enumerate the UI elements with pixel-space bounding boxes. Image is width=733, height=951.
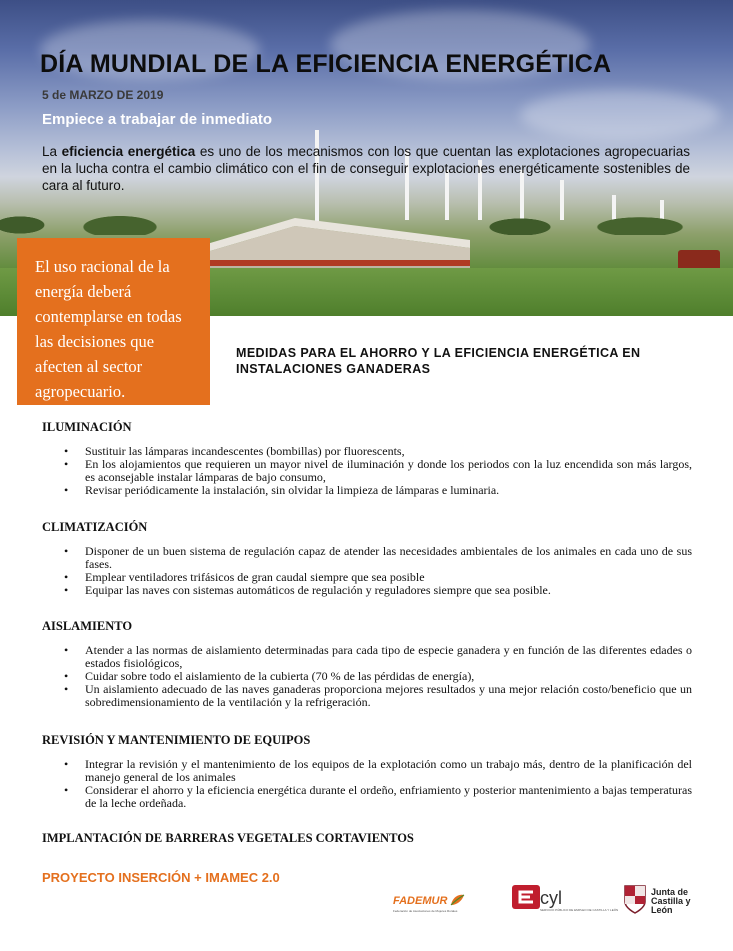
list-item: • Cuidar sobre todo el aislamiento de la cubierta (70 % de las pérdidas de energía),: [42, 670, 692, 683]
section-heading: IMPLANTACIÓN DE BARRERAS VEGETALES CORTAVIENTOS: [42, 831, 414, 845]
intro-after: es uno de los mecanismos con los que cuentan las explotaciones agropecuarias en la lucha contra el cambio climático con el fin de conseguir explotaciones energéticamente sostenibles de cara al futuro.: [42, 144, 690, 193]
publication-date: 5 de MARZO DE 2019: [42, 88, 164, 102]
section-barreras: [42, 831, 692, 856]
section-heading: AISLAMIENTO: [42, 619, 133, 633]
coat-of-arms-icon: [623, 884, 647, 914]
list-item: • En los alojamientos que requieren un mayor nivel de iluminación y donde los periodos con la luz encendida son más largos, es aconsejable instalar lámparas de bajo consumo,: [42, 458, 692, 484]
bullet-list: [42, 545, 692, 597]
list-item: • Un aislamiento adecuado de las naves ganaderas proporciona mejores resultados y una mejor relación costo/beneficio que un sobredimensionamiento de la ventilación y la refrigeración.: [42, 683, 692, 709]
section-heading: ILUMINACIÓN: [42, 420, 132, 434]
list-item: • Revisar periódicamente la instalación, sin olvidar la limpieza de lámparas e luminaria.: [42, 484, 692, 497]
fademur-subtitle: Federación de Asociaciones de Mujeres Rurales: [393, 909, 458, 913]
list-item: • Integrar la revisión y el mantenimiento de los equipos de la explotación como un trabajo más, dentro de la planificación del manejo general de los animales: [42, 758, 692, 784]
bullet-list: [42, 445, 692, 497]
list-item: • Sustituir las lámparas incandescentes (bombillas) por fluorescents,: [42, 445, 692, 458]
fademur-logo: [393, 893, 471, 915]
ecyl-subtitle: SERVICIO PÚBLICO DE EMPLEO DE CASTILLA Y LEÓN: [540, 908, 619, 912]
section-climatizacion: [42, 520, 692, 597]
jcyl-line1: Junta de: [651, 887, 689, 897]
ecyl-wordmark: cyl: [540, 888, 562, 908]
section-heading: REVISIÓN Y MANTENIMIENTO DE EQUIPOS: [42, 733, 311, 747]
list-item: • Disponer de un buen sistema de regulación capaz de atender las necesidades ambientales de los animales en cada uno de sus fases.: [42, 545, 692, 571]
section-heading: CLIMATIZACIÓN: [42, 520, 148, 534]
project-name: PROYECTO INSERCIÓN + IMAMEC 2.0: [42, 870, 280, 885]
jcyl-logo: [623, 884, 695, 916]
list-item: • Equipar las naves con sistemas automáticos de regulación y reguladores siempre que sea posible.: [42, 584, 692, 597]
list-item: • Emplear ventiladores trifásicos de gran caudal siempre que sea posible: [42, 571, 692, 584]
bullet-list: [42, 758, 692, 810]
fademur-wordmark: FADEMUR: [393, 895, 448, 907]
ecyl-logo: [512, 885, 619, 917]
jcyl-line2: Castilla y León: [651, 896, 691, 915]
subheading: Empiece a trabajar de inmediato: [42, 111, 273, 128]
intro-bold: eficiencia energética: [61, 144, 196, 159]
section-iluminacion: [42, 420, 692, 497]
page-title: DÍA MUNDIAL DE LA EFICIENCIA ENERGÉTICA: [40, 50, 612, 78]
fademur-leaf-icon: [449, 893, 465, 907]
intro-paragraph: [42, 143, 690, 194]
section-revision: [42, 733, 692, 810]
intro-before: La: [42, 144, 62, 159]
list-item: • Considerar el ahorro y la eficiencia energética durante el ordeño, enfriamiento y posterior mantenimiento a bajas temperaturas de la leche ordeñada.: [42, 784, 692, 810]
callout-box: El uso racional de la energía deberá contemplarse en todas las decisiones que afecten al sector agropecuario.: [17, 238, 210, 405]
bullet-list: [42, 644, 692, 709]
section-aislamiento: [42, 619, 692, 709]
section-title: MEDIDAS PARA EL AHORRO Y LA EFICIENCIA ENERGÉTICA EN INSTALACIONES GANADERAS: [236, 346, 641, 376]
list-item: • Atender a las normas de aislamiento determinadas para cada tipo de especie ganadera y en función de las diferentes edades o estados fisiológicos,: [42, 644, 692, 670]
jcyl-wordmark: [651, 888, 695, 915]
ecyl-e-icon: [512, 885, 540, 909]
